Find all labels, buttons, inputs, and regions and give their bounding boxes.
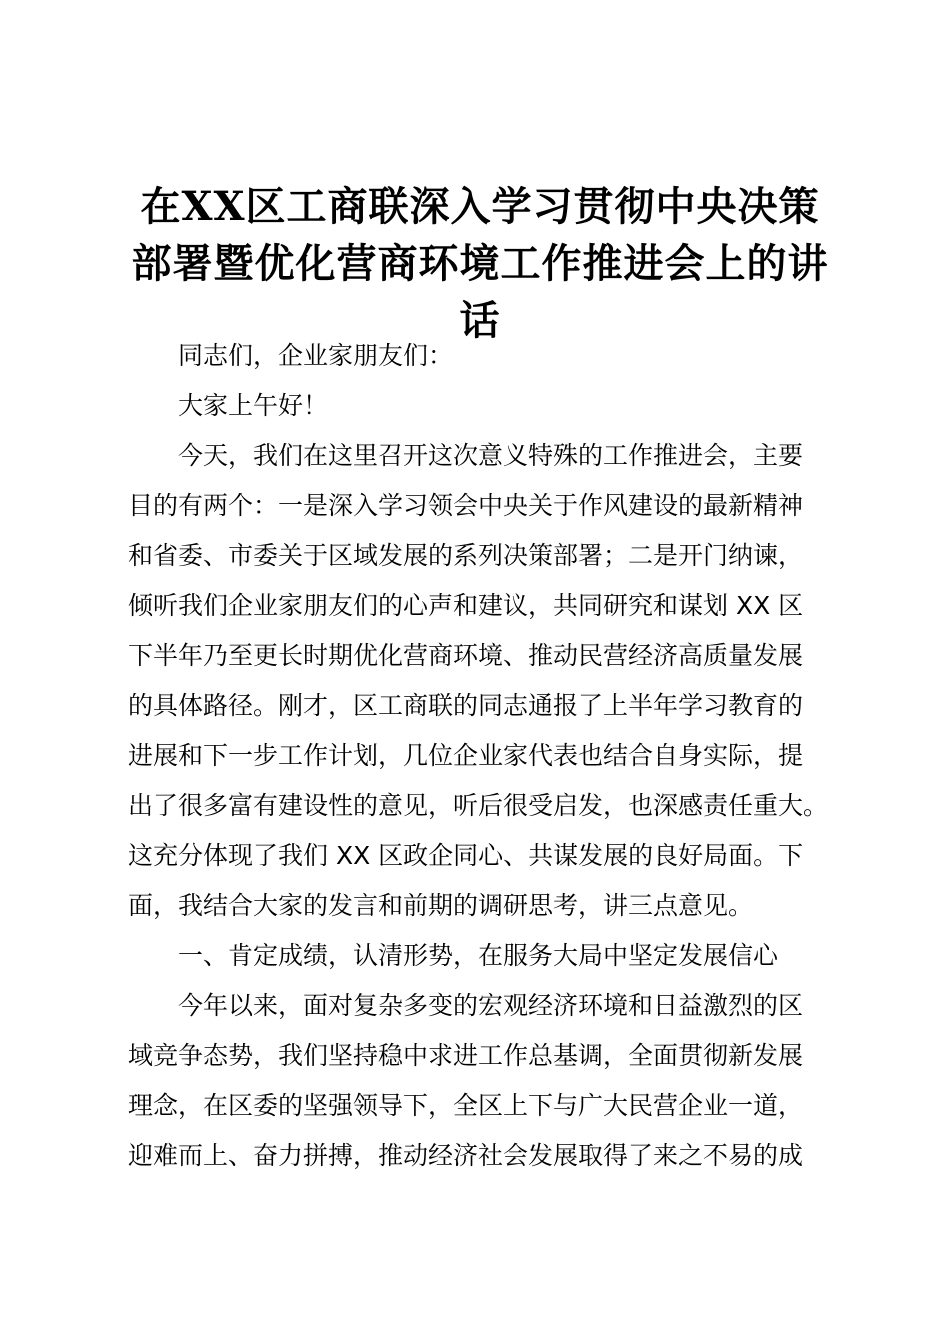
body-line: 迎难而上、奋力拼搏，推动经济社会发展取得了来之不易的成	[128, 1141, 804, 1170]
title-line-1: 在XX区工商联深入学习贯彻中央决策	[140, 183, 820, 230]
body-line: 一、肯定成绩，认清形势，在服务大局中坚定发展信心	[178, 941, 779, 970]
body-line: 下半年乃至更长时期优化营商环境、推动民营经济高质量发展	[128, 641, 804, 670]
body-line: 同志们，企业家朋友们：	[178, 341, 454, 370]
body-line: 和省委、市委关于区域发展的系列决策部署；二是开门纳谏，	[128, 541, 804, 570]
body-line: 出了很多富有建设性的意见，听后很受启发，也深感责任重大。	[128, 791, 829, 820]
body-line: 目的有两个：一是深入学习领会中央关于作风建设的最新精神	[128, 491, 804, 520]
body-line: 这充分体现了我们 XX 区政企同心、共谋发展的良好局面。下	[128, 841, 804, 870]
body-line: 域竞争态势，我们坚持稳中求进工作总基调，全面贯彻新发展	[128, 1041, 804, 1070]
body-line: 今天，我们在这里召开这次意义特殊的工作推进会，主要	[178, 441, 804, 470]
body-line: 倾听我们企业家朋友们的心声和建议，共同研究和谋划 XX 区	[128, 591, 804, 620]
document-body	[128, 331, 832, 1181]
body-line: 大家上午好！	[178, 391, 329, 420]
body-line: 理念，在区委的坚强领导下，全区上下与广大民营企业一道，	[128, 1091, 804, 1120]
document-title	[110, 178, 850, 349]
body-line: 的具体路径。刚才，区工商联的同志通报了上半年学习教育的	[128, 691, 804, 720]
body-line: 面，我结合大家的发言和前期的调研思考，讲三点意见。	[128, 891, 754, 920]
body-line: 今年以来，面对复杂多变的宏观经济环境和日益激烈的区	[178, 991, 804, 1020]
title-line-2: 部署暨优化营商环境工作推进会上的讲	[131, 240, 829, 287]
body-line: 进展和下一步工作计划，几位企业家代表也结合自身实际，提	[128, 741, 804, 770]
title-line-3: 话	[459, 297, 501, 344]
